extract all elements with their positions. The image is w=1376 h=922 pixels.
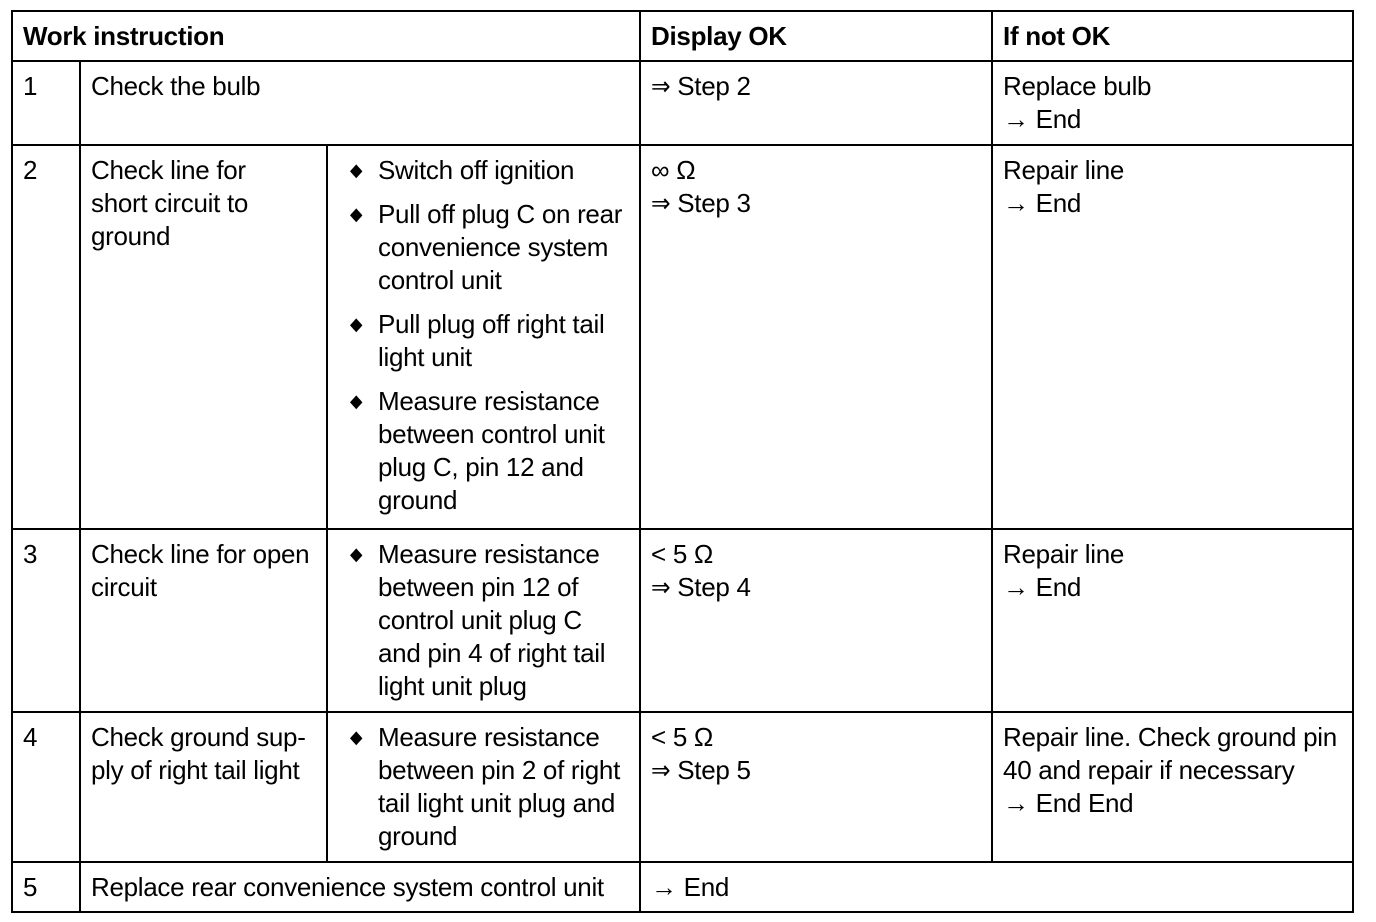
table-row-step-3 xyxy=(12,529,1353,712)
display-ok-cell xyxy=(640,145,992,529)
diamond-bullet-icon: ◆ xyxy=(350,727,363,747)
if-not-ok-line: → End End xyxy=(1003,788,1134,818)
step-instructions xyxy=(327,145,640,529)
header-if-not-ok: If not OK xyxy=(992,11,1353,61)
instruction-text: Pull off plug C on rear convenience system control unit xyxy=(378,199,623,295)
table-row-step-2 xyxy=(12,145,1353,529)
step-instructions xyxy=(327,712,640,862)
list-item xyxy=(338,538,629,703)
table-row-step-4 xyxy=(12,712,1353,862)
list-item xyxy=(338,721,629,853)
if-not-ok-line: → End xyxy=(1003,104,1082,134)
diamond-bullet-icon: ◆ xyxy=(350,544,363,564)
step-number: 1 xyxy=(12,61,80,145)
display-ok-line: ⇒ Step 3 xyxy=(651,188,751,218)
display-ok-line: → End xyxy=(651,872,730,902)
list-item xyxy=(338,154,629,187)
instruction-list xyxy=(338,538,629,703)
header-work-instruction: Work instruction xyxy=(12,11,640,61)
if-not-ok-line: Repair line xyxy=(1003,539,1125,569)
list-item xyxy=(338,308,629,374)
instruction-text: Measure resistance between control unit plug C, pin 12 and ground xyxy=(378,386,605,515)
if-not-ok-cell xyxy=(992,61,1353,145)
instruction-text: Pull plug off right tail light unit xyxy=(378,309,605,372)
if-not-ok-cell xyxy=(992,529,1353,712)
instruction-text: Measure resistance between pin 2 of right tail light unit plug and ground xyxy=(378,722,621,851)
if-not-ok-line: → End xyxy=(1003,188,1082,218)
if-not-ok-cell xyxy=(992,712,1353,862)
step-title-text: Check line for short circuit to ground xyxy=(91,155,249,251)
diamond-bullet-icon: ◆ xyxy=(350,204,363,224)
instruction-list xyxy=(338,154,629,517)
table-header-row xyxy=(12,11,1353,61)
table-row-step-1 xyxy=(12,61,1353,145)
display-ok-cell xyxy=(640,529,992,712)
if-not-ok-line: Repair line xyxy=(1003,155,1125,185)
header-display-ok: Display OK xyxy=(640,11,992,61)
document-page xyxy=(11,10,1354,913)
step-number: 3 xyxy=(12,529,80,712)
table-row-step-5 xyxy=(12,862,1353,912)
if-not-ok-line: Repair line. Check ground pin 40 and repair if necessary xyxy=(1003,722,1337,785)
display-ok-cell xyxy=(640,712,992,862)
if-not-ok-line: → End xyxy=(1003,572,1082,602)
step-title: Check line for open circuit xyxy=(80,529,327,712)
step-instructions xyxy=(327,529,640,712)
step-title xyxy=(80,145,327,529)
step-number: 4 xyxy=(12,712,80,862)
display-ok-line: ⇒ Step 4 xyxy=(651,572,751,602)
step-title: Check the bulb xyxy=(80,61,640,145)
list-item xyxy=(338,385,629,517)
step-number: 2 xyxy=(12,145,80,529)
instruction-list xyxy=(338,721,629,853)
if-not-ok-line: Replace bulb xyxy=(1003,71,1152,101)
display-ok-cell xyxy=(640,862,1353,912)
display-ok-line: ⇒ Step 2 xyxy=(651,71,751,101)
instruction-text: Switch off ignition xyxy=(378,155,575,185)
step-title: Replace rear convenience system control unit xyxy=(80,862,640,912)
if-not-ok-cell xyxy=(992,145,1353,529)
instruction-text: Measure resistance between pin 12 of control unit plug C and pin 4 of right tail light unit plug xyxy=(378,539,606,701)
diamond-bullet-icon: ◆ xyxy=(350,391,363,411)
display-ok-line: < 5 Ω xyxy=(651,539,714,569)
list-item xyxy=(338,198,629,297)
work-instruction-table xyxy=(11,10,1354,913)
diamond-bullet-icon: ◆ xyxy=(350,160,363,180)
display-ok-line: < 5 Ω xyxy=(651,722,714,752)
display-ok-line: ∞ Ω xyxy=(651,155,696,185)
display-ok-line: ⇒ Step 5 xyxy=(651,755,751,785)
diamond-bullet-icon: ◆ xyxy=(350,314,363,334)
display-ok-cell xyxy=(640,61,992,145)
step-number: 5 xyxy=(12,862,80,912)
step-title: Check ground sup-ply of right tail light xyxy=(80,712,327,862)
